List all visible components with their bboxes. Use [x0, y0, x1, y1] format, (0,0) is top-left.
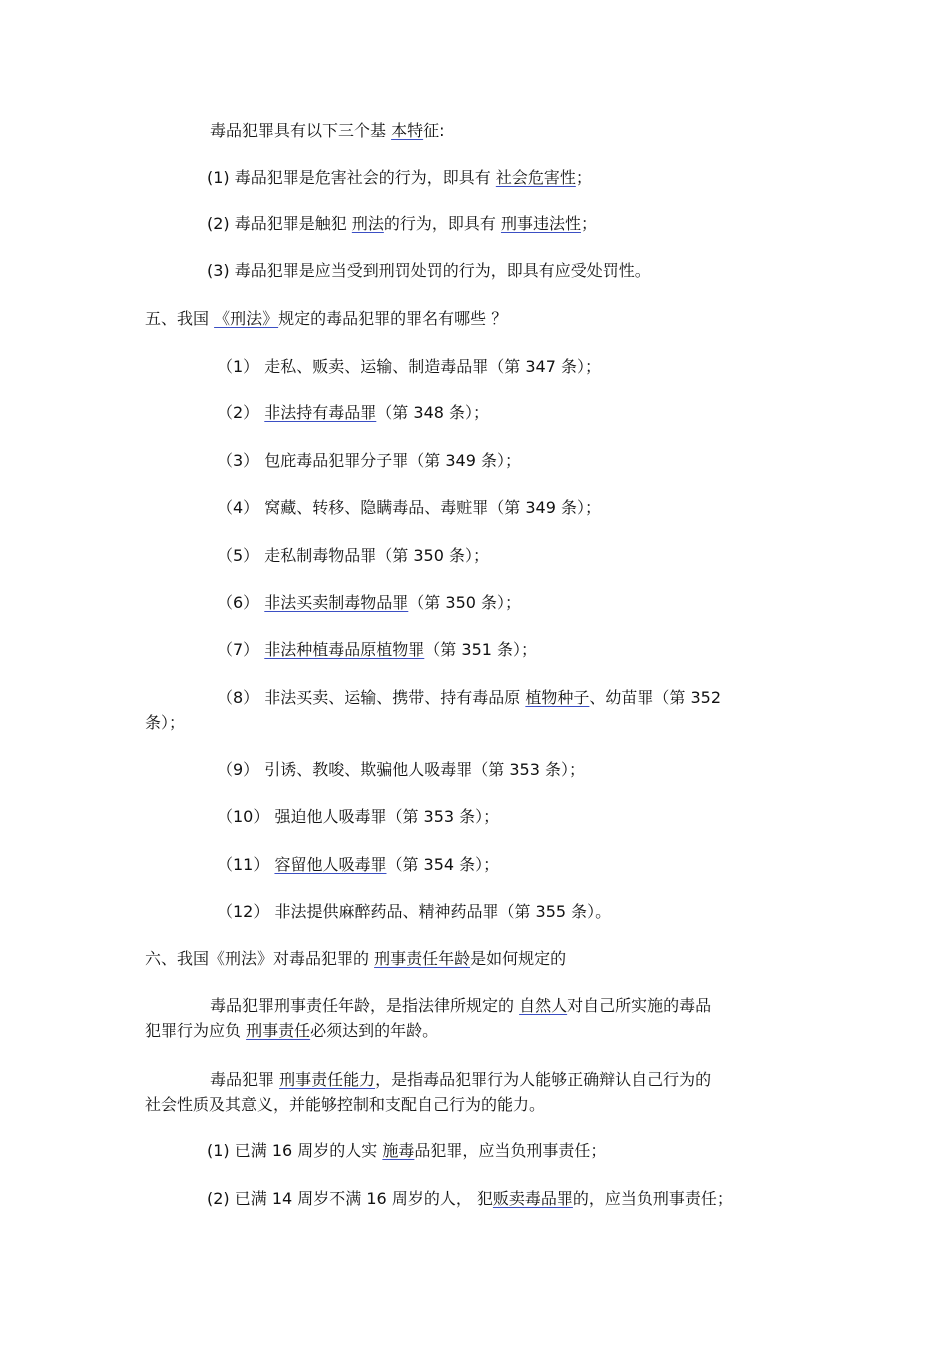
text-segment: 必须达到的年龄。: [310, 1021, 439, 1040]
line-19: [145, 949, 566, 969]
text-segment: 犯罪行为应负: [145, 1021, 247, 1040]
text-segment: 、幼苗罪（第 352: [589, 688, 722, 707]
line-18: [217, 902, 611, 922]
line-16: [217, 807, 499, 827]
text-segment: （12） 非法提供麻醉药品、精神药品罪（第 355 条）。: [217, 902, 612, 921]
text-segment: （4） 窝藏、转移、隐瞒毒品、毒赃罪（第 349 条）；: [217, 498, 601, 517]
line-1: [210, 121, 445, 141]
line-20: [210, 996, 711, 1016]
line-13: [217, 688, 721, 708]
text-segment: 对自己所实施的毒品: [567, 996, 712, 1015]
text-segment: 征:: [423, 121, 445, 140]
underlined-term: 施毒: [382, 1141, 415, 1160]
text-segment: （10） 强迫他人吸毒罪（第 353 条）；: [217, 807, 500, 826]
underlined-term: 非法持有毒品罪: [264, 403, 377, 422]
underlined-term: 刑法: [351, 214, 384, 233]
text-segment: 毒品犯罪刑事责任年龄，是指法律所规定的: [210, 996, 520, 1015]
underlined-term: 植物种子: [525, 688, 590, 707]
underlined-term: 刑事责任年龄: [374, 949, 471, 968]
text-segment: 的，应当负刑事责任；: [572, 1189, 733, 1208]
line-15: [217, 760, 585, 780]
text-segment: （9） 引诱、教唆、欺骗他人吸毒罪（第 353 条）；: [217, 760, 585, 779]
text-segment: 是如何规定的: [470, 949, 567, 968]
text-segment: 五、我国: [145, 309, 215, 328]
text-segment: (1) 毒品犯罪是危害社会的行为，即具有: [207, 168, 496, 187]
underlined-term: 社会危害性: [495, 168, 576, 187]
text-segment: （第 354 条）；: [386, 855, 500, 874]
underlined-term: 非法种植毒品原植物罪: [264, 640, 425, 659]
text-segment: (1) 已满 16 周岁的人实: [207, 1141, 383, 1160]
text-segment: 的行为，即具有: [383, 214, 501, 233]
text-segment: 社会性质及其意义，并能够控制和支配自己行为的能力。: [145, 1095, 546, 1114]
line-8: [217, 451, 521, 471]
underlined-term: 本特: [391, 121, 424, 140]
text-segment: (3) 毒品犯罪是应当受到刑罚处罚的行为，即具有应受处罚性。: [207, 261, 651, 280]
text-segment: （3） 包庇毒品犯罪分子罪（第 349 条）；: [217, 451, 521, 470]
underlined-term: 《刑法》: [214, 309, 279, 328]
text-segment: 品犯罪，应当负刑事责任；: [414, 1141, 607, 1160]
text-segment: (2) 毒品犯罪是触犯: [207, 214, 352, 233]
line-4: [207, 261, 651, 281]
text-segment: （2）: [217, 403, 265, 422]
text-segment: （1） 走私、贩卖、运输、制造毒品罪（第 347 条）；: [217, 357, 601, 376]
text-segment: 条）；: [145, 713, 186, 732]
line-6: [217, 357, 601, 377]
underlined-term: 刑事违法性: [500, 214, 581, 233]
line-25: [207, 1189, 733, 1209]
text-segment: 规定的毒品犯罪的罪名有哪些 ？: [278, 309, 508, 328]
text-segment: ；: [575, 168, 592, 187]
text-segment: 六、我国《刑法》对毒品犯罪的: [145, 949, 375, 968]
text-segment: （7）: [217, 640, 265, 659]
text-segment: （第 348 条）；: [376, 403, 490, 422]
underlined-term: 贩卖毒品罪: [492, 1189, 573, 1208]
text-segment: （11）: [217, 855, 275, 874]
underlined-term: 容留他人吸毒罪: [274, 855, 387, 874]
underlined-term: 刑事责任: [246, 1021, 311, 1040]
line-9: [217, 498, 601, 518]
text-segment: 毒品犯罪: [210, 1070, 280, 1089]
line-24: [207, 1141, 606, 1161]
line-2: [207, 168, 592, 188]
text-segment: ，是指毒品犯罪行为人能够正确辩认自己行为的: [375, 1070, 712, 1089]
line-11: [217, 593, 521, 613]
text-segment: （第 350 条）；: [408, 593, 522, 612]
text-segment: 毒品犯罪具有以下三个基: [210, 121, 392, 140]
line-17: [217, 855, 499, 875]
line-7: [217, 403, 489, 423]
text-segment: (2) 已满 14 周岁不满 16 周岁的人， 犯: [207, 1189, 493, 1208]
text-segment: （8） 非法买卖、运输、携带、持有毒品原: [217, 688, 526, 707]
underlined-term: 非法买卖制毒物品罪: [264, 593, 409, 612]
line-14: [145, 713, 185, 733]
underlined-term: 自然人: [519, 996, 568, 1015]
line-12: [217, 640, 537, 660]
line-10: [217, 546, 489, 566]
text-segment: ；: [580, 214, 597, 233]
underlined-term: 刑事责任能力: [279, 1070, 376, 1089]
text-segment: （第 351 条）；: [424, 640, 538, 659]
text-segment: （6）: [217, 593, 265, 612]
text-segment: （5） 走私制毒物品罪（第 350 条）；: [217, 546, 489, 565]
line-3: [207, 214, 597, 234]
line-21: [145, 1021, 438, 1041]
line-5: [145, 309, 507, 329]
line-22: [210, 1070, 711, 1090]
line-23: [145, 1095, 545, 1115]
